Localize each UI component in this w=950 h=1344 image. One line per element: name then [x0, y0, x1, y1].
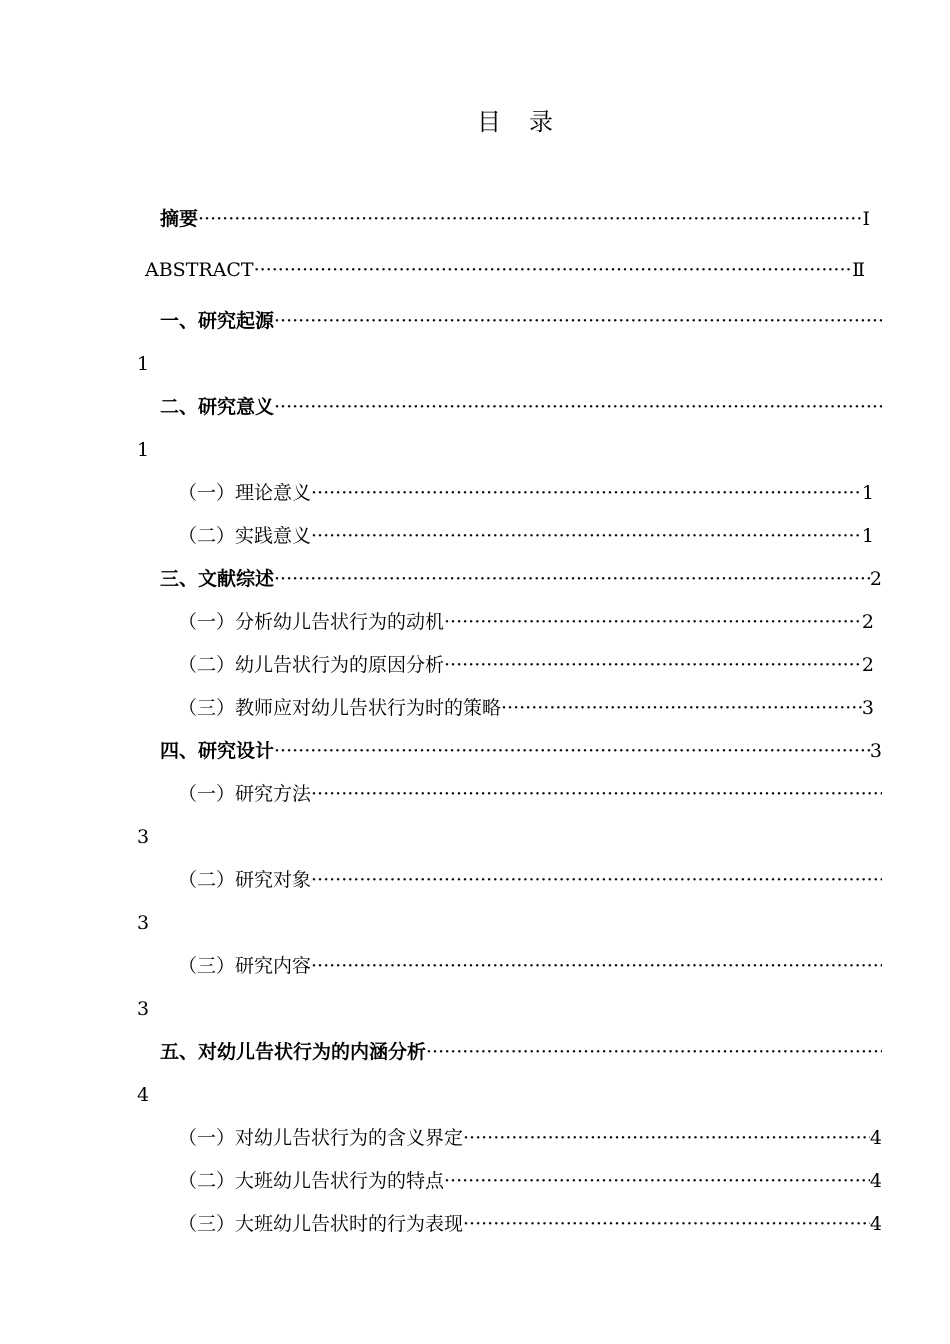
- toc-entry-page: 1: [861, 525, 874, 547]
- toc-entry-label: ABSTRACT: [145, 259, 254, 281]
- toc-leader: [274, 307, 882, 335]
- toc-entry-label: 一、研究起源: [160, 310, 275, 332]
- toc-leader: [254, 256, 852, 284]
- toc-entry-page: 3: [137, 912, 150, 934]
- toc-leader: [311, 952, 882, 980]
- toc-entry[interactable]: [160, 1038, 882, 1066]
- toc-entry-label: （一）理论意义: [178, 482, 312, 504]
- toc-entry[interactable]: [178, 1210, 882, 1238]
- toc-entry-page: Ⅰ: [862, 208, 870, 230]
- toc-entry-label: （二）研究对象: [178, 869, 312, 891]
- toc-leader: [444, 608, 862, 636]
- toc-entry-label: 三、文献综述: [160, 568, 275, 590]
- toc-leader: [311, 479, 862, 507]
- toc-entry-label: （三）大班幼儿告状时的行为表现: [178, 1213, 464, 1235]
- toc-entry[interactable]: [160, 307, 882, 335]
- toc-entry[interactable]: [178, 694, 874, 722]
- toc-entry-label: 二、研究意义: [160, 396, 275, 418]
- toc-leader: [463, 1124, 870, 1152]
- toc-entry-label: （三）教师应对幼儿告状行为时的策略: [178, 697, 502, 719]
- toc-leader: [463, 1210, 870, 1238]
- toc-leader: [501, 694, 862, 722]
- toc-entry-page: 4: [869, 1170, 882, 1192]
- toc-entry[interactable]: [178, 780, 882, 808]
- toc-entry[interactable]: [178, 1167, 882, 1195]
- toc-leader: [311, 522, 862, 550]
- toc-leader: [274, 393, 882, 421]
- toc-entry-label: （二）大班幼儿告状行为的特点: [178, 1170, 445, 1192]
- page-title: 目 录: [477, 108, 555, 136]
- toc-entry-page: 3: [869, 740, 882, 762]
- toc-entry[interactable]: [160, 737, 882, 765]
- toc-entry-label: （二）实践意义: [178, 525, 312, 547]
- toc-entry-page: 4: [869, 1213, 882, 1235]
- toc-entry-label: （一）研究方法: [178, 783, 312, 805]
- toc-entry-page: 1: [861, 482, 874, 504]
- toc-entry-label: （一）对幼儿告状行为的含义界定: [178, 1127, 464, 1149]
- toc-entry[interactable]: [160, 393, 882, 421]
- toc-entry-page: 3: [137, 998, 150, 1020]
- toc-entry-page: Ⅱ: [852, 259, 865, 281]
- toc-entry-page: 2: [869, 568, 882, 590]
- toc-leader: [444, 651, 862, 679]
- toc-leader: [274, 737, 870, 765]
- toc-leader: [311, 866, 882, 894]
- toc-entry[interactable]: [178, 866, 882, 894]
- toc-leader: [274, 565, 870, 593]
- toc-entry[interactable]: [178, 522, 874, 550]
- toc-entry[interactable]: [178, 608, 874, 636]
- toc-entry-page: 4: [137, 1084, 150, 1106]
- toc-entry-page: 1: [137, 439, 150, 461]
- toc-entry-page: 2: [861, 654, 874, 676]
- toc-entry-page: 2: [861, 611, 874, 633]
- toc-leader: [444, 1167, 870, 1195]
- toc-leader: [311, 780, 882, 808]
- toc-leader: [426, 1038, 882, 1066]
- toc-entry-label: 五、对幼儿告状行为的内涵分析: [160, 1041, 427, 1063]
- toc-entry[interactable]: [178, 952, 882, 980]
- toc-entry-label: 四、研究设计: [160, 740, 275, 762]
- toc-entry-page: 3: [137, 826, 150, 848]
- toc-leader: [198, 205, 862, 233]
- toc-entry[interactable]: [160, 565, 882, 593]
- toc-entry-page: 4: [869, 1127, 882, 1149]
- toc-entry[interactable]: [145, 256, 865, 284]
- toc-entry-label: （三）研究内容: [178, 955, 312, 977]
- toc-entry-label: （二）幼儿告状行为的原因分析: [178, 654, 445, 676]
- toc-entry[interactable]: [160, 205, 870, 233]
- toc-entry-label: （一）分析幼儿告状行为的动机: [178, 611, 445, 633]
- toc-entry-label: 摘要: [160, 208, 199, 230]
- toc-entry-page: 3: [861, 697, 874, 719]
- toc-entry[interactable]: [178, 1124, 882, 1152]
- toc-entry-page: 1: [137, 353, 150, 375]
- toc-entry[interactable]: [178, 651, 874, 679]
- toc-entry[interactable]: [178, 479, 874, 507]
